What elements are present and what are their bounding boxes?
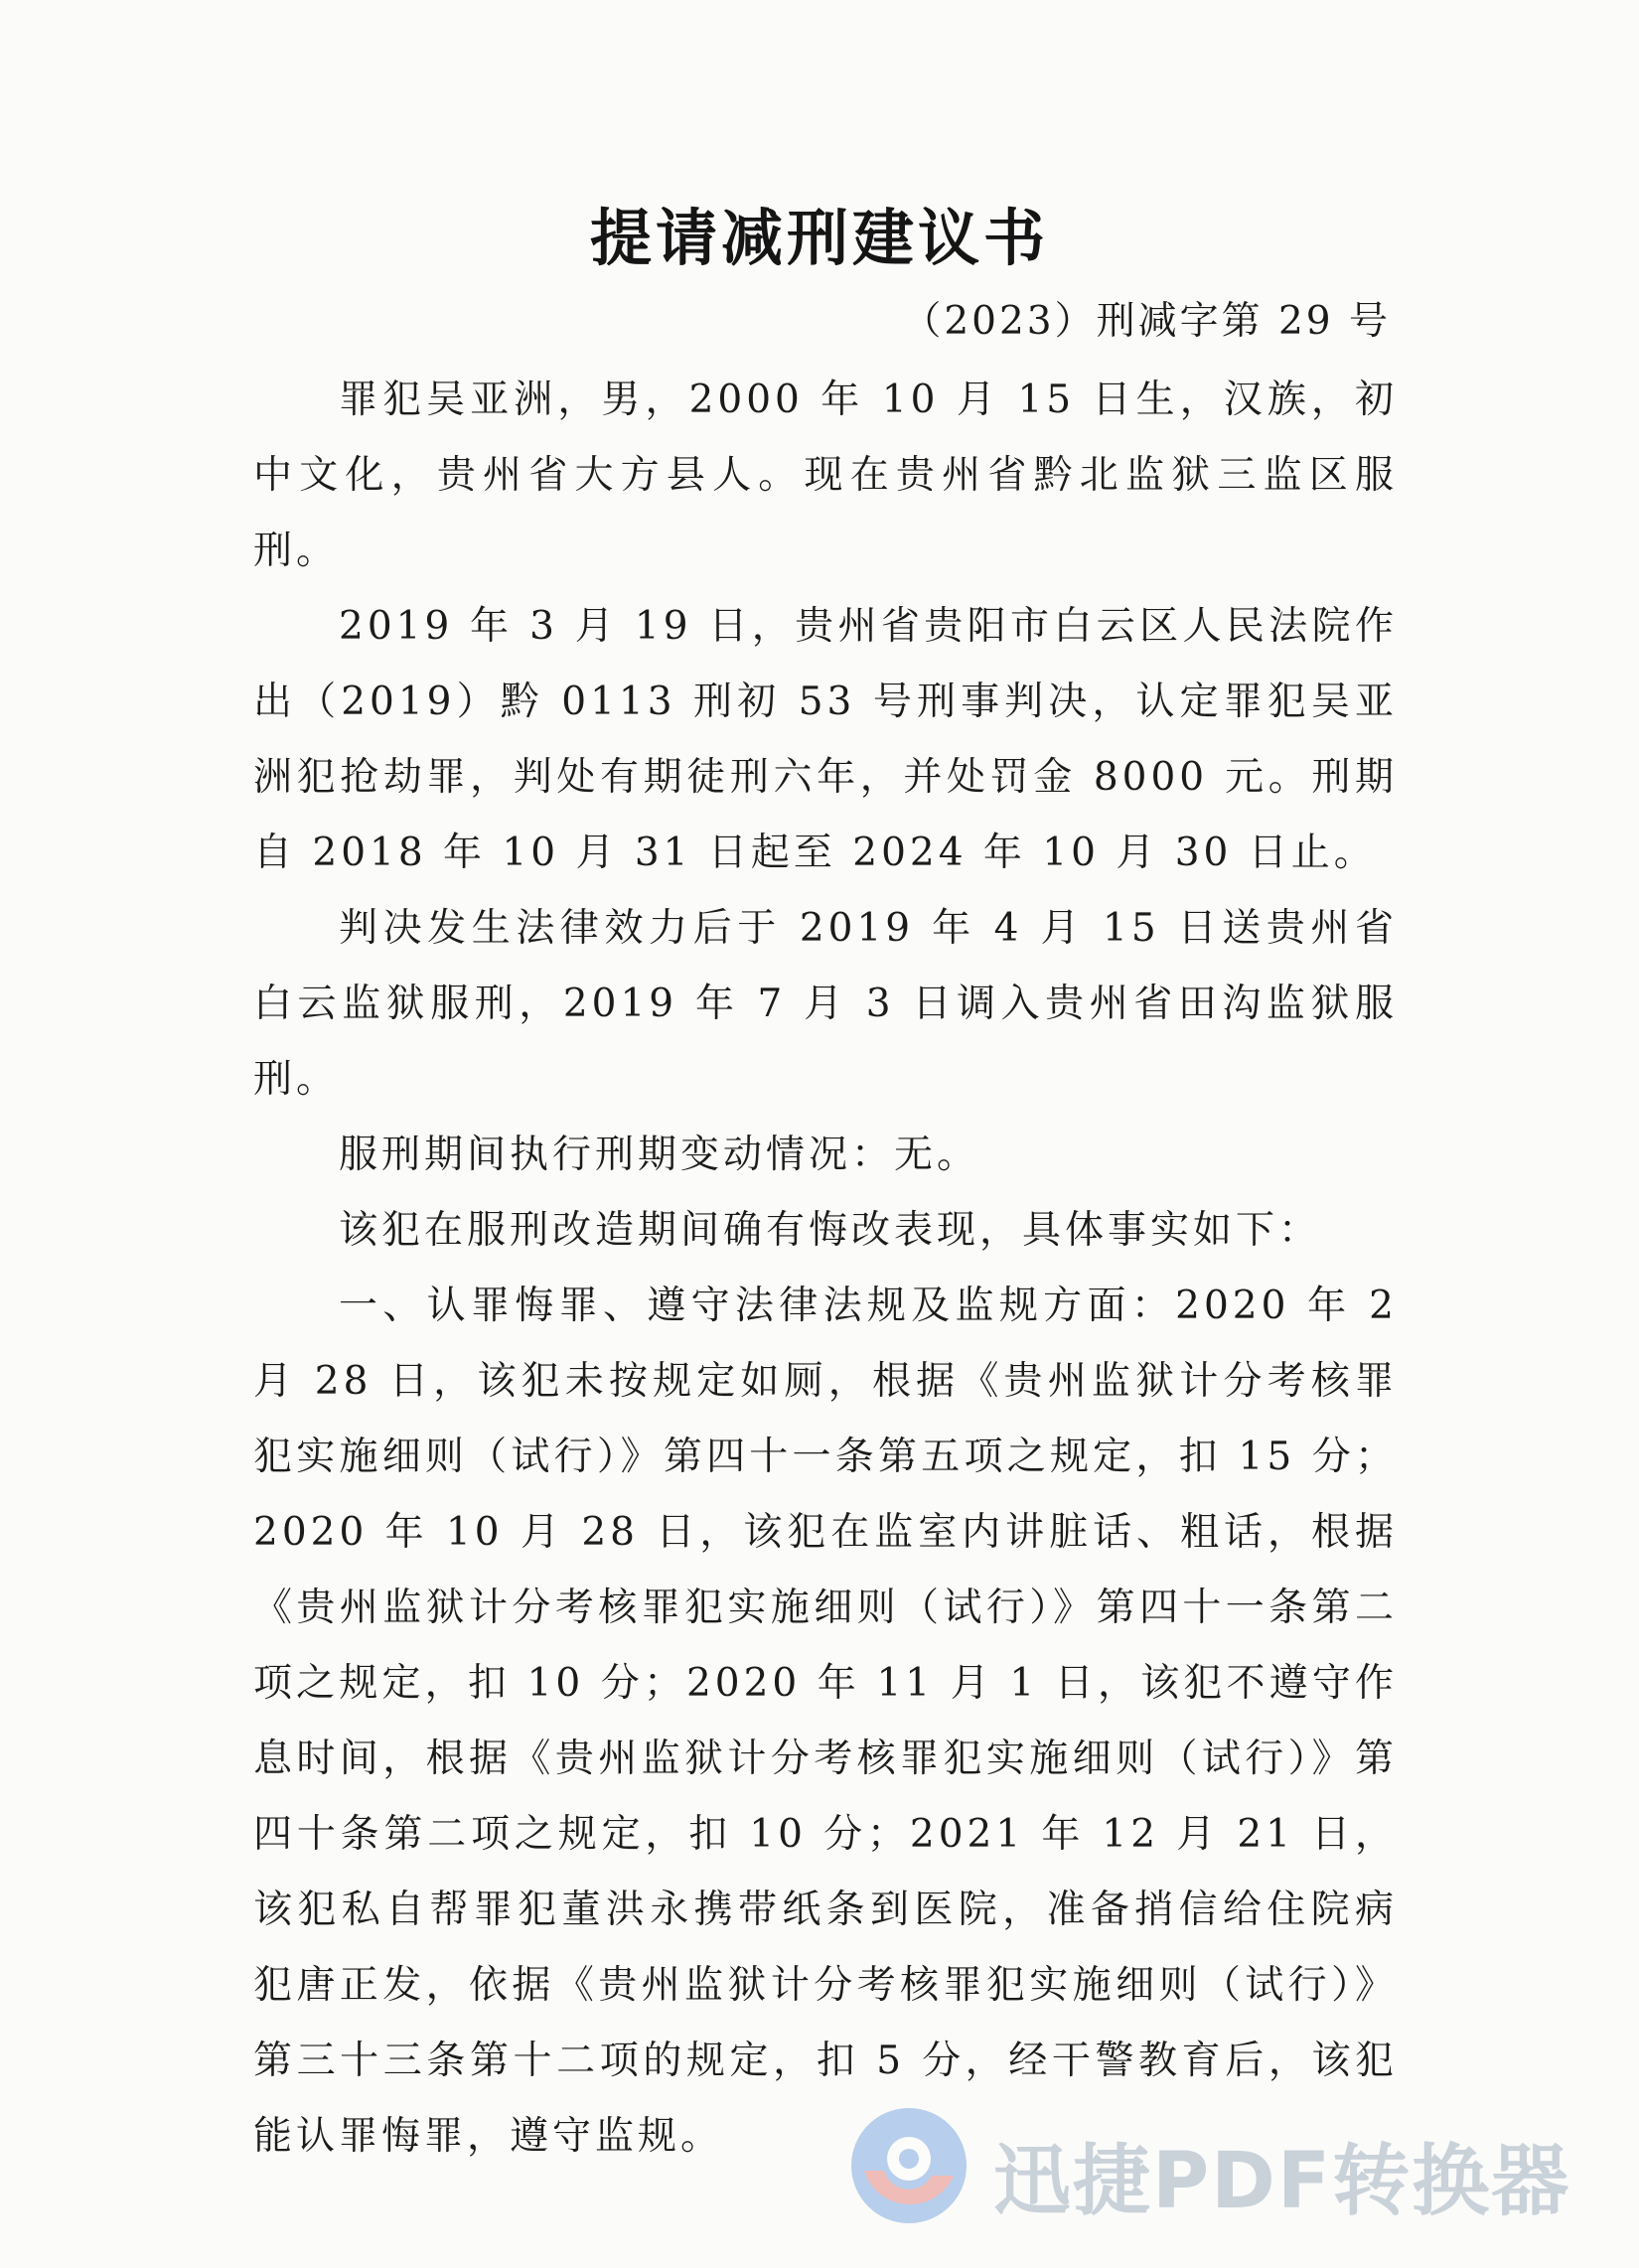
paragraph-criminal-info: 罪犯吴亚洲，男，2000 年 10 月 15 日生，汉族，初中文化，贵州省大方县人。现在贵州省黔北监狱三监区服刑。: [253, 378, 1398, 573]
document-number: （2023）刑减字第 29 号: [902, 299, 1391, 344]
watermark: [844, 2101, 1599, 2226]
paragraph-repentance-intro: 该犯在服刑改造期间确有悔改表现，具体事实如下：: [339, 1208, 1322, 1253]
paragraph-judgment: 2019 年 3 月 19 日，贵州省贵阳市白云区人民法院作出（2019）黔 0113 刑初 53 号刑事判决，认定罪犯吴亚洲犯抢劫罪，判处有期徒刑六年，并处罚金 8000 元。刑期自 2018 年 10 月 31 日起至 2024 年 10 月 30 日止。: [253, 604, 1398, 875]
paragraph-prison-transfer: 判决发生法律效力后于 2019 年 4 月 15 日送贵州省白云监狱服刑，2019 年 7 月 3 日调入贵州省田沟监狱服刑。: [253, 906, 1398, 1102]
xunjie-logo-icon: [844, 2101, 973, 2230]
paragraph-rule-compliance: 一、认罪悔罪、遵守法律法规及监规方面：2020 年 2 月 28 日，该犯未按规定如厕，根据《贵州监狱计分考核罪犯实施细则（试行）》第四十一条第五项之规定，扣 15 分；2020 年 10 月 28 日，该犯在监室内讲脏话、粗话，根据《贵州监狱计分考核罪犯实施细则（试行）》第四十一条第二项之规定，扣 10 分；2020 年 11 月 1 日，该犯不遵守作息时间，根据《贵州监狱计分考核罪犯实施细则（试行）》第四十条第二项之规定，扣 10 分；2021 年 12 月 21 日，该犯私自帮罪犯董洪永携带纸条到医院，准备捎信给住院病犯唐正发，依据《贵州监狱计分考核罪犯实施细则（试行）》第三十三条第十二项的规定，扣 5 分，经干警教育后，该犯能认罪悔罪，遵守监规。: [253, 1284, 1398, 2159]
document-body: [253, 363, 1398, 2175]
watermark-text: 迅捷PDF转换器: [993, 2137, 1571, 2226]
paragraph-sentence-changes: 服刑期间执行刑期变动情况：无。: [339, 1133, 980, 1177]
document-title: 提请减刑建议书: [589, 202, 1049, 274]
